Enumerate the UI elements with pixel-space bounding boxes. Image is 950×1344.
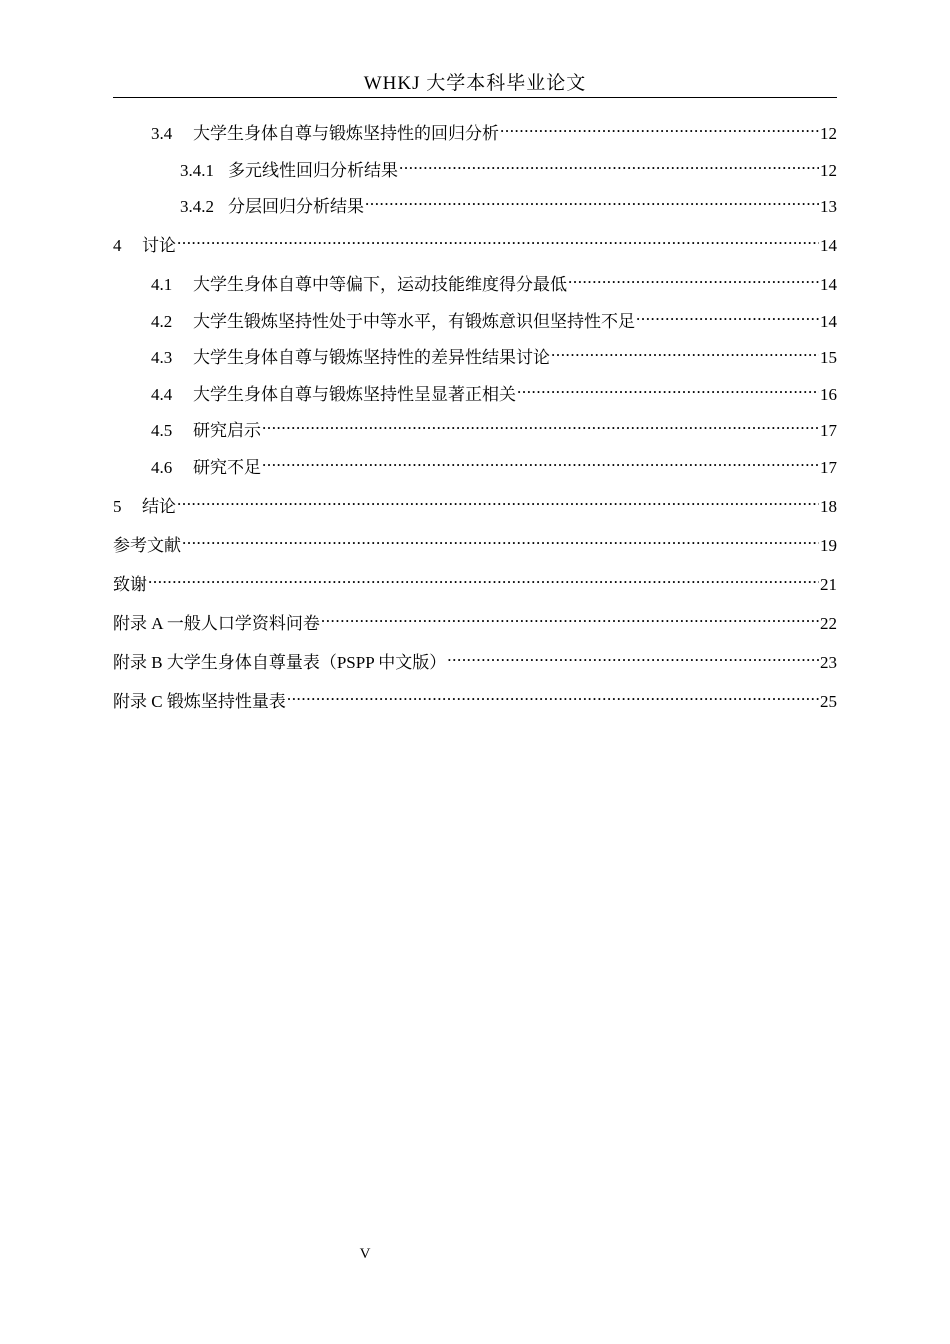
toc-entry-page: 17 xyxy=(820,421,837,440)
toc-entry[interactable] xyxy=(113,152,837,180)
toc-entry[interactable] xyxy=(113,266,837,294)
toc-dot-leader xyxy=(636,303,819,327)
toc-entry[interactable] xyxy=(113,605,837,633)
toc-entry[interactable] xyxy=(113,527,837,555)
toc-entry-page: 15 xyxy=(820,348,837,367)
toc-entry-page: 14 xyxy=(820,312,837,331)
toc-entry-page: 13 xyxy=(820,197,837,216)
toc-entry-title: 参考文献 xyxy=(113,536,181,555)
toc-entry-page: 12 xyxy=(820,124,837,143)
toc-entry[interactable] xyxy=(113,227,837,255)
toc-entry-page: 16 xyxy=(820,385,837,404)
header-rule xyxy=(113,97,837,98)
toc-entry[interactable] xyxy=(113,566,837,594)
toc-dot-leader xyxy=(177,488,819,512)
toc-entry-title: 大学生身体自尊中等偏下，运动技能维度得分最低 xyxy=(193,275,567,294)
toc-entry-title: 研究启示 xyxy=(193,421,261,440)
toc-dot-leader xyxy=(287,683,819,707)
toc-entry-title: 研究不足 xyxy=(193,458,261,477)
toc-entry-page: 12 xyxy=(820,161,837,180)
toc-entry-title: 结论 xyxy=(142,497,176,516)
running-header: WHKJ 大学本科毕业论文 xyxy=(363,73,587,94)
toc-entry-number: 5 xyxy=(113,497,122,516)
toc-entry[interactable] xyxy=(113,115,837,143)
toc-entry[interactable] xyxy=(113,339,837,367)
toc-entry-page: 18 xyxy=(820,497,837,516)
toc-entry-page: 19 xyxy=(820,536,837,555)
toc-entry-title: 大学生身体自尊与锻炼坚持性呈显著正相关 xyxy=(193,385,516,404)
toc-dot-leader xyxy=(500,115,819,139)
toc-entry[interactable] xyxy=(113,449,837,477)
toc-entry-title: 附录 C 锻炼坚持性量表 xyxy=(113,692,286,711)
toc-entry-number: 4.4 xyxy=(151,385,173,404)
toc-entry-number: 3.4.2 xyxy=(180,197,214,216)
toc-dot-leader xyxy=(262,412,819,436)
toc-entry-title: 讨论 xyxy=(142,236,176,255)
toc-dot-leader xyxy=(365,188,819,212)
toc-entry-page: 23 xyxy=(820,653,837,672)
toc-entry-page: 17 xyxy=(820,458,837,477)
toc-entry-page: 21 xyxy=(820,575,837,594)
toc-dot-leader xyxy=(517,376,819,400)
toc-entry[interactable] xyxy=(113,412,837,440)
toc-entry-title: 大学生身体自尊与锻炼坚持性的回归分析 xyxy=(193,124,499,143)
toc-entry-number: 4.5 xyxy=(151,421,173,440)
toc-entry[interactable] xyxy=(113,376,837,404)
toc-entry-number: 4 xyxy=(113,236,122,255)
toc-entry-title: 多元线性回归分析结果 xyxy=(228,161,398,180)
toc-entry[interactable] xyxy=(113,188,837,216)
toc-dot-leader xyxy=(321,605,819,629)
toc-entry-title: 分层回归分析结果 xyxy=(228,197,364,216)
toc-dot-leader xyxy=(551,339,819,363)
toc-entry-page: 25 xyxy=(820,692,837,711)
toc-entry-title: 附录 B 大学生身体自尊量表（PSPP 中文版） xyxy=(113,653,447,672)
toc-entry-title: 附录 A 一般人口学资料问卷 xyxy=(113,614,320,633)
toc-entry-number: 4.6 xyxy=(151,458,173,477)
toc-entry[interactable] xyxy=(113,488,837,516)
toc-entry-title: 大学生身体自尊与锻炼坚持性的差异性结果讨论 xyxy=(193,348,550,367)
toc-dot-leader xyxy=(568,266,819,290)
toc-entry[interactable] xyxy=(113,683,837,711)
toc-dot-leader xyxy=(399,152,819,176)
toc-entry[interactable] xyxy=(113,303,837,331)
toc-dot-leader xyxy=(262,449,819,473)
toc-entry-number: 4.3 xyxy=(151,348,173,367)
toc-entry-page: 14 xyxy=(820,236,837,255)
toc-entry-page: 22 xyxy=(820,614,837,633)
toc-entry-number: 3.4.1 xyxy=(180,161,214,180)
toc-entry-page: 14 xyxy=(820,275,837,294)
toc-entry-number: 4.1 xyxy=(151,275,173,294)
toc-entry-number: 4.2 xyxy=(151,312,173,331)
page-number: V xyxy=(359,1246,371,1262)
toc-entry[interactable] xyxy=(113,644,837,672)
toc-dot-leader xyxy=(182,527,819,551)
toc-entry-title: 致谢 xyxy=(113,575,147,594)
toc-entry-title: 大学生锻炼坚持性处于中等水平，有锻炼意识但坚持性不足 xyxy=(193,312,635,331)
toc-dot-leader xyxy=(148,566,819,590)
toc-dot-leader xyxy=(177,227,819,251)
toc-entry-number: 3.4 xyxy=(151,124,173,143)
toc-dot-leader xyxy=(447,644,819,668)
